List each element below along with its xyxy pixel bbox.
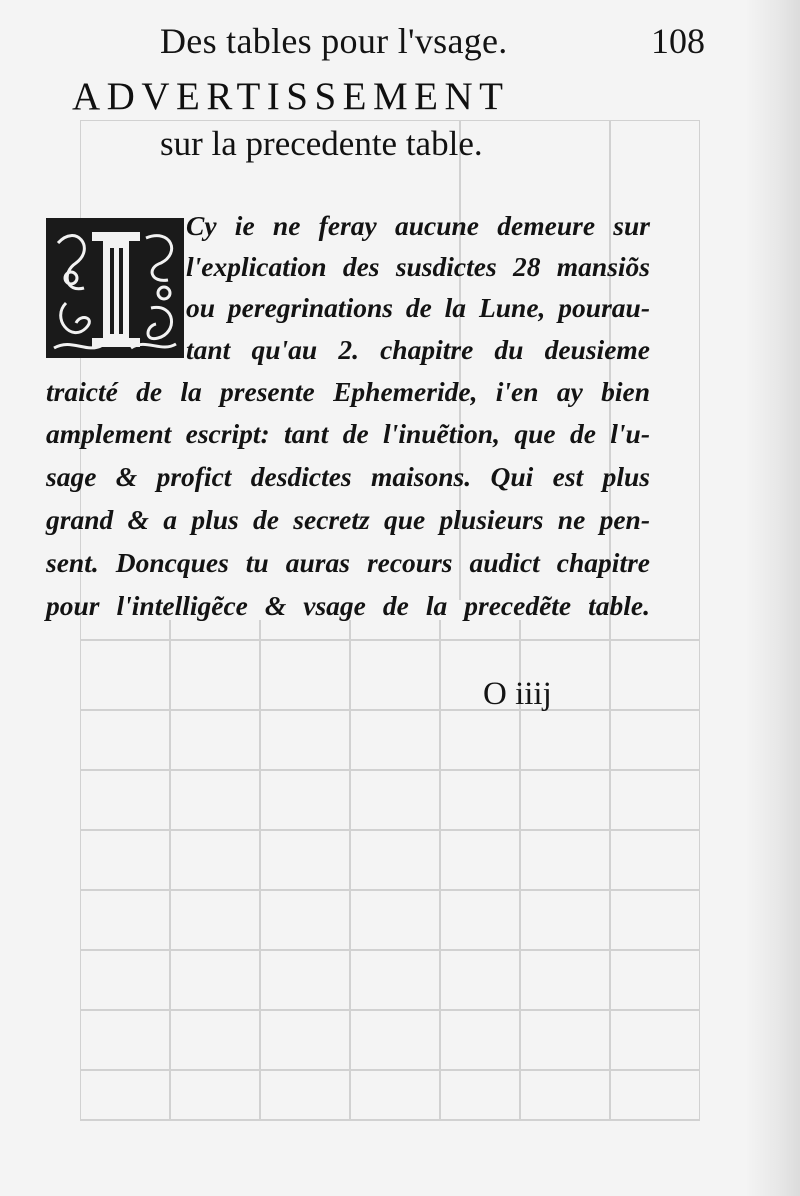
text-line: tant qu'au 2. chapitre du deusieme: [186, 334, 650, 365]
text-line: sent. Doncques tu auras recours audict chapitre: [46, 547, 650, 578]
text-line: Cy ie ne feray aucune demeure sur: [186, 210, 650, 241]
signature-mark: O iiij: [483, 676, 552, 712]
page-number: 108: [651, 21, 705, 61]
text-line: ou peregrinations de la Lune, pourau-: [186, 292, 650, 323]
text-line: traicté de la presente Ephemeride, i'en ay bien: [46, 376, 650, 407]
running-title: Des tables pour l'vsage.: [160, 21, 508, 61]
page-gutter-shadow: [745, 0, 800, 1196]
text-line: amplement escript: tant de l'inuẽtion, que de l'u-: [46, 418, 650, 449]
decorated-initial-letter: [46, 218, 184, 358]
section-subtitle: sur la precedente table.: [160, 124, 483, 163]
text-line: pour l'intelligẽce & vsage de la precedẽte table.: [46, 590, 650, 621]
section-title: ADVERTISSEMENT: [72, 75, 510, 118]
page-header: [160, 20, 705, 72]
text-line: grand & a plus de secretz que plusieurs ne pen-: [46, 504, 650, 535]
text-line: l'explication des susdictes 28 mansiõs: [186, 251, 650, 282]
text-line: sage & profict desdictes maisons. Qui est plus: [46, 461, 650, 492]
